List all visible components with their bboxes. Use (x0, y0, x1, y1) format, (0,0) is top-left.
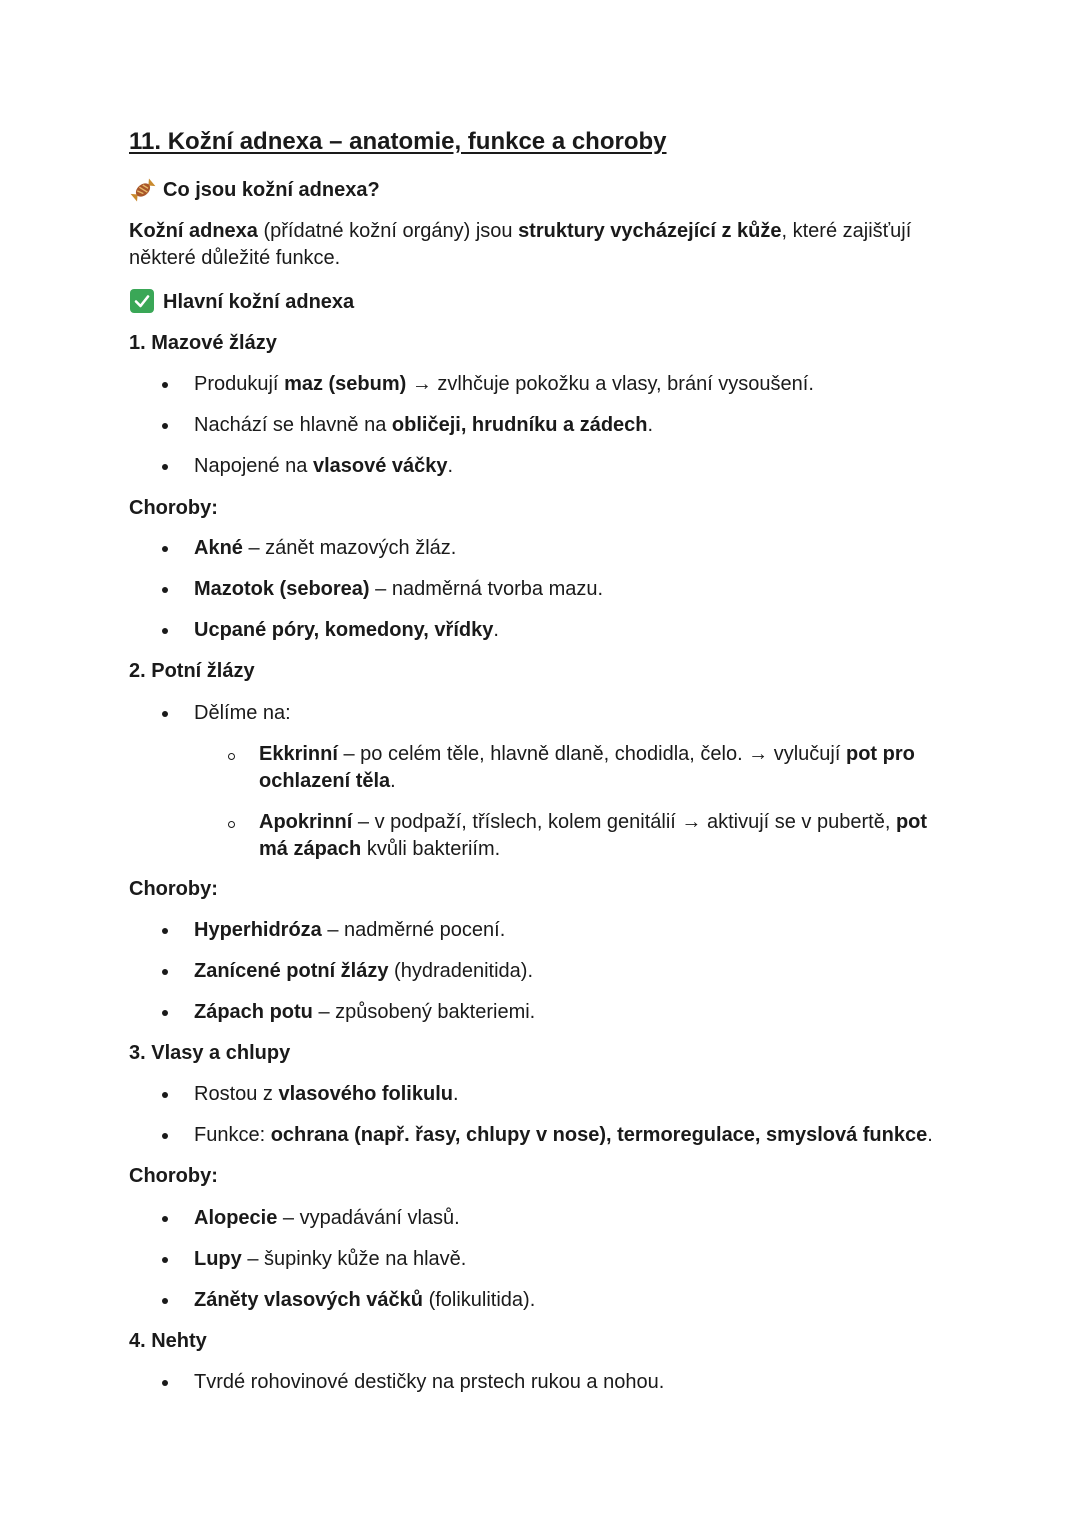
bullet (162, 382, 168, 388)
bullet (162, 1298, 168, 1304)
main-heading: Hlavní kožní adnexa (163, 291, 355, 313)
sub-list-item-line-1: Apokrinní – v podpaží, tříslech, kolem genitálií → aktivují se v pubertě, pot (259, 811, 928, 833)
list-item: Produkují maz (sebum) → zvlhčuje pokožku a vlasy, brání vysoušení. (194, 373, 814, 395)
intro-paragraph-line-1: Kožní adnexa (přídatné kožní orgány) jsou struktury vycházející z kůže, které zajišťují (129, 220, 912, 242)
list-item: Funkce: ochrana (např. řasy, chlupy v nose), termoregulace, smyslová funkce. (194, 1124, 933, 1146)
list-item: Akné – zánět mazových žláz. (194, 537, 457, 559)
bullet (162, 464, 168, 470)
diseases-heading: Choroby: (129, 878, 218, 900)
list-item: Rostou z vlasového folikulu. (194, 1083, 459, 1105)
bullet (162, 1010, 168, 1016)
list-item: Zápach potu – způsobený bakteriemi. (194, 1001, 536, 1023)
diseases-heading: Choroby: (129, 1165, 218, 1187)
section-heading: 2. Potní žlázy (129, 660, 255, 682)
list-item: Lupy – šupinky kůže na hlavě. (194, 1248, 467, 1270)
page-title: 11. Kožní adnexa – anatomie, funkce a choroby (129, 128, 667, 155)
list-item: Záněty vlasových váčků (folikulitida). (194, 1289, 536, 1311)
bullet (162, 628, 168, 634)
list-item: Mazotok (seborea) – nadměrná tvorba mazu. (194, 578, 604, 600)
diseases-heading: Choroby: (129, 497, 218, 519)
sub-list-item-line-2: má zápach kvůli bakteriím. (259, 838, 501, 860)
bullet (162, 711, 168, 717)
sub-list-item-line-1: Ekkrinní – po celém těle, hlavně dlaně, chodidla, čelo. → vylučují pot pro (259, 743, 915, 765)
list-item: Hyperhidróza – nadměrné pocení. (194, 919, 506, 941)
list-item: Tvrdé rohovinové destičky na prstech rukou a nohou. (194, 1371, 665, 1393)
list-item: Ucpané póry, komedony, vřídky. (194, 619, 499, 641)
candy-icon (129, 176, 157, 204)
intro-heading: Co jsou kožní adnexa? (163, 179, 380, 201)
bullet (162, 969, 168, 975)
list-item: Nachází se hlavně na obličeji, hrudníku a zádech. (194, 414, 654, 436)
list-item: Napojené na vlasové váčky. (194, 455, 454, 477)
section-heading: 1. Mazové žlázy (129, 332, 277, 354)
list-item: Zanícené potní žlázy (hydradenitida). (194, 960, 534, 982)
bullet (162, 423, 168, 429)
bullet (162, 1257, 168, 1263)
bullet (162, 587, 168, 593)
bullet (162, 1133, 168, 1139)
bullet (162, 1092, 168, 1098)
list-item: Dělíme na: (194, 702, 291, 724)
sub-list-item-line-2: ochlazení těla. (259, 770, 396, 792)
bullet (162, 1216, 168, 1222)
list-item: Alopecie – vypadávání vlasů. (194, 1207, 460, 1229)
check-mark-icon (130, 289, 154, 313)
section-heading: 4. Nehty (129, 1330, 207, 1352)
bullet (162, 1380, 168, 1386)
bullet (162, 546, 168, 552)
bullet (162, 928, 168, 934)
sub-bullet (228, 753, 235, 760)
sub-bullet (228, 821, 235, 828)
section-heading: 3. Vlasy a chlupy (129, 1042, 291, 1064)
intro-paragraph-line-2: některé důležité funkce. (129, 247, 341, 269)
